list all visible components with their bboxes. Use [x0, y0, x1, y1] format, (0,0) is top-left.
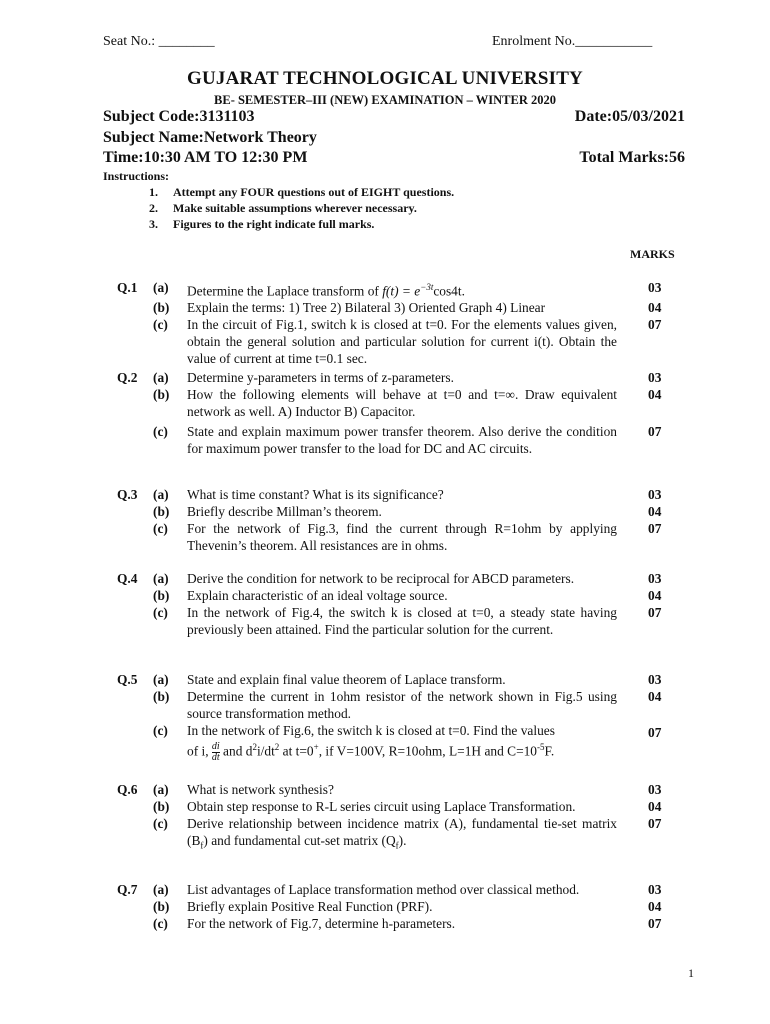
question-2 [117, 369, 687, 457]
part-label: (b) [153, 588, 170, 603]
part-text: How the following elements will behave at t=0 and t=∞. Draw equivalent network as well. A) Inductor B) Capacitor. [187, 387, 617, 419]
instruction-item: 1. Attempt any FOUR questions out of EIGHT questions. [149, 185, 455, 199]
part-label: (c) [153, 317, 168, 333]
question-part [117, 520, 687, 554]
question-6 [117, 781, 687, 855]
question-part [117, 604, 687, 638]
part-marks: 03 [648, 370, 662, 385]
question-number: Q.1 [117, 280, 138, 295]
total-marks: Total Marks:56 [579, 149, 685, 166]
subject-name-row [103, 129, 685, 147]
instruction-item: 3. Figures to the right indicate full marks. [149, 217, 375, 231]
question-part [117, 915, 687, 932]
part-label: (a) [153, 487, 169, 502]
part-text: Briefly explain Positive Real Function (PRF). [187, 899, 433, 914]
question-4 [117, 570, 687, 638]
part-text: In the network of Fig.4, the switch k is closed at t=0, a steady state having previously been attained. Find the particular solution for the current. [187, 605, 617, 637]
part-text: Derive the condition for network to be reciprocal for ABCD parameters. [187, 571, 575, 586]
part-marks: 04 [648, 899, 662, 914]
time-row [103, 149, 685, 167]
seat-number-field: Seat No.: ________ [103, 34, 215, 49]
question-part [117, 688, 687, 722]
part-marks: 07 [648, 725, 662, 740]
part-label: (a) [153, 370, 169, 385]
part-marks: 04 [648, 300, 662, 316]
part-text: State and explain final value theorem of Laplace transform. [187, 672, 506, 687]
question-3 [117, 486, 687, 554]
question-part [117, 671, 687, 688]
question-part [117, 587, 687, 604]
part-marks: 07 [648, 317, 662, 333]
part-text: Derive relationship between incidence matrix (A), fundamental tie-set matrix $(B_f)$ and fundamental cut-set matrix $(Q_f)$. [187, 816, 617, 851]
part-text: What is network synthesis? [187, 782, 334, 797]
part-label: (b) [153, 300, 170, 316]
question-number: Q.6 [117, 782, 138, 797]
part-text: In the network of Fig.6, the switch k is closed at t=0. Find the values of i, $\frac{di}{dt}$ and $d^2i/dt^2$ at t=0+, if V=100V, R=10ohm, L=1H and $C=10^{-5}F$. [187, 723, 555, 763]
question-part [117, 423, 687, 457]
part-marks: 07 [648, 521, 662, 536]
part-marks: 03 [648, 280, 662, 295]
part-label: (a) [153, 882, 169, 897]
question-7 [117, 881, 687, 932]
part-label: (b) [153, 799, 170, 814]
question-part [117, 486, 687, 503]
part-text: Briefly describe Millman’s theorem. [187, 504, 382, 519]
question-part [117, 781, 687, 798]
part-marks: 03 [648, 672, 662, 687]
part-text: Explain characteristic of an ideal voltage source. [187, 588, 448, 603]
enrolment-number-field: Enrolment No.___________ [492, 34, 653, 49]
part-label: (b) [153, 387, 170, 402]
part-marks: 03 [648, 782, 662, 797]
part-marks: 04 [648, 799, 662, 814]
part-label: (a) [153, 280, 169, 295]
part-marks: 07 [648, 816, 662, 831]
part-text: For the network of Fig.7, determine h-parameters. [187, 916, 456, 931]
part-text: Determine the Laplace transform of $f(t) = e^{-3t}\cos 4t$. [187, 282, 465, 299]
part-marks: 03 [648, 571, 662, 586]
page-number: 1 [688, 966, 694, 980]
question-part [117, 570, 687, 587]
part-marks: 03 [648, 882, 662, 897]
part-marks: 04 [648, 504, 662, 519]
question-number: Q.2 [117, 370, 138, 385]
part-label: (a) [153, 782, 169, 797]
part-marks: 04 [648, 588, 662, 603]
question-part [117, 299, 687, 316]
question-number: Q.3 [117, 487, 138, 502]
question-part [117, 881, 687, 898]
question-1 [117, 279, 687, 367]
part-text: List advantages of Laplace transformation method over classical method. [187, 882, 580, 897]
exam-title: BE- SEMESTER–III (NEW) EXAMINATION – WINTER 2020 [214, 93, 556, 107]
part-marks: 03 [648, 487, 662, 502]
part-text: Determine the current in 1ohm resistor of the network shown in Fig.5 using source transformation method. [187, 689, 617, 721]
instructions-title: Instructions: [103, 169, 170, 183]
part-text: Determine y-parameters in terms of z-parameters. [187, 370, 454, 385]
question-part [117, 898, 687, 915]
part-label: (c) [153, 424, 168, 439]
part-label: (b) [153, 504, 170, 519]
question-number: Q.5 [117, 672, 138, 687]
exam-time: Time:10:30 AM TO 12:30 PM [103, 149, 308, 166]
exam-date: Date:05/03/2021 [574, 108, 685, 125]
part-text: Obtain step response to R-L series circuit using Laplace Transformation. [187, 799, 576, 814]
subject-name: Subject Name:Network Theory [103, 129, 317, 146]
part-label: (a) [153, 571, 169, 586]
question-number: Q.4 [117, 571, 138, 586]
question-part [117, 503, 687, 520]
question-part [117, 798, 687, 815]
part-marks: 07 [648, 916, 662, 931]
derivative-fraction: $\frac{di}{dt}$ [211, 740, 220, 763]
part-label: (c) [153, 723, 168, 738]
question-part [117, 815, 687, 855]
part-text: State and explain maximum power transfer theorem. Also derive the condition for maximum power transfer to the load for DC and AC circuits. [187, 424, 617, 456]
part-marks: 04 [648, 387, 662, 402]
part-label: (b) [153, 899, 170, 914]
question-part [117, 722, 687, 763]
question-part [117, 279, 687, 299]
question-number: Q.7 [117, 882, 138, 897]
part-marks: 04 [648, 689, 662, 704]
question-5 [117, 671, 687, 763]
part-marks: 07 [648, 605, 662, 620]
part-marks: 07 [648, 424, 662, 439]
part-label: (a) [153, 672, 169, 687]
university-title: GUJARAT TECHNOLOGICAL UNIVERSITY [187, 68, 583, 89]
question-part [117, 386, 687, 420]
part-text: In the circuit of Fig.1, switch k is closed at t=0. For the elements values given, obtain the general solution and particular solution for current i(t). Obtain the value of current at time t=0.1 sec. [187, 317, 617, 367]
question-part [117, 369, 687, 386]
question-part [117, 316, 687, 367]
part-label: (b) [153, 689, 170, 704]
part-text: Explain the terms: 1) Tree 2) Bilateral 3) Oriented Graph 4) Linear [187, 300, 546, 316]
instruction-item: 2. Make suitable assumptions wherever necessary. [149, 201, 417, 215]
part-label: (c) [153, 916, 168, 931]
part-label: (c) [153, 816, 168, 831]
subject-code: Subject Code:3131103 [103, 108, 255, 125]
marks-column-heading: MARKS [630, 247, 675, 261]
part-label: (c) [153, 521, 168, 536]
part-text: What is time constant? What is its significance? [187, 487, 444, 502]
part-label: (c) [153, 605, 168, 620]
subject-code-row [103, 108, 685, 126]
part-text: For the network of Fig.3, find the current through R=1ohm by applying Thevenin’s theorem. All resistances are in ohms. [187, 521, 617, 553]
